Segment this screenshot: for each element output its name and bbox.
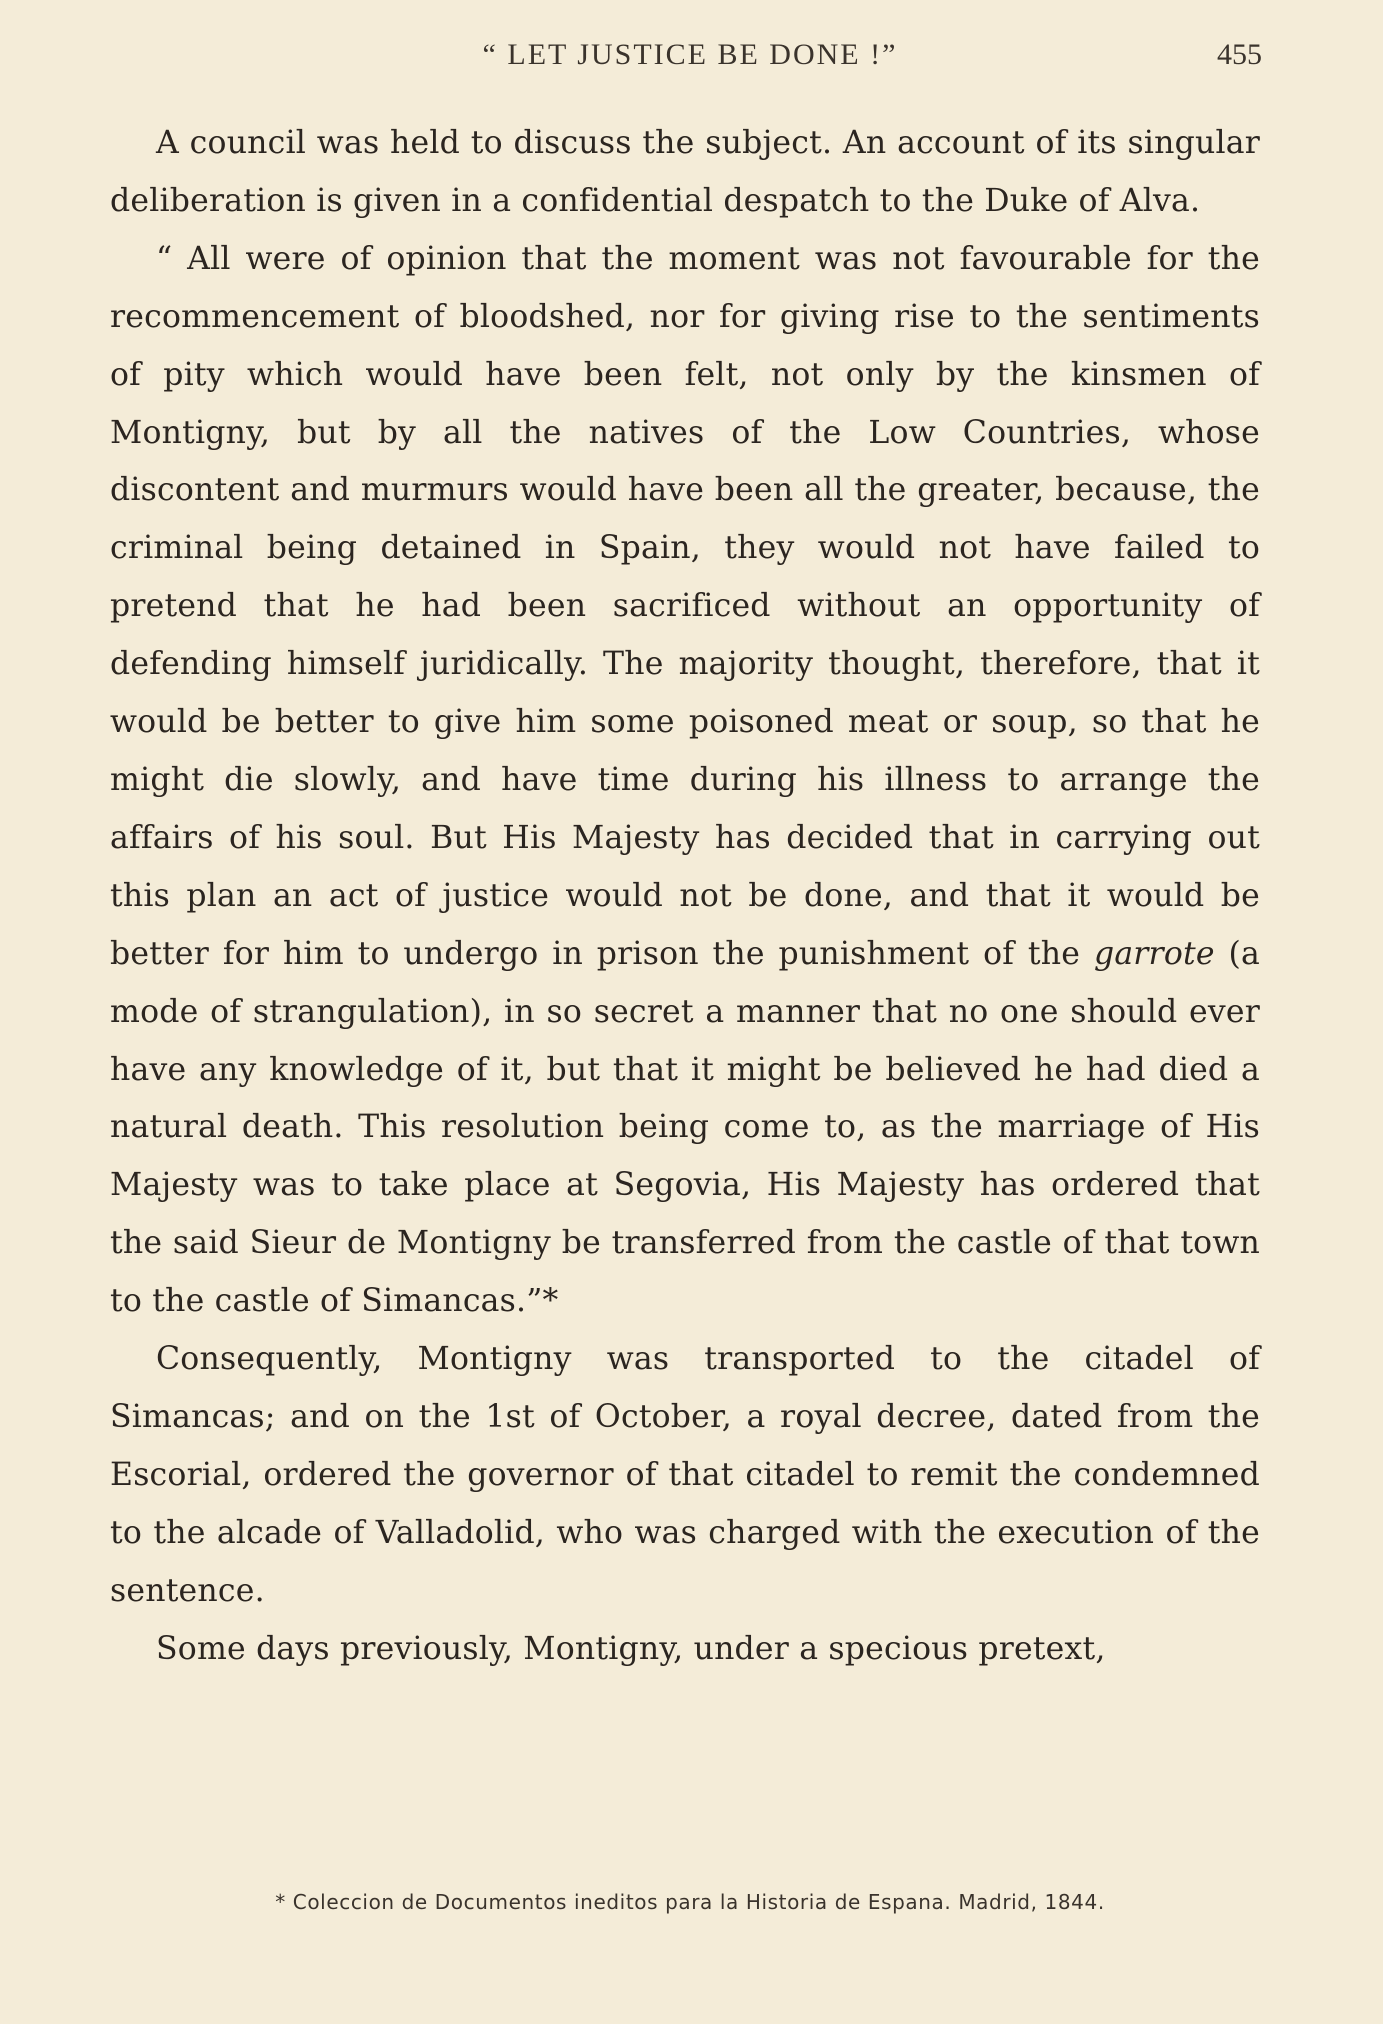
paragraph-some-days: Some days previously, Montigny, under a specious pretext, — [156, 1630, 1106, 1667]
paragraph-council: A council was held to discuss the subject. An account of its singular deliberation is given in a confidential despatch to the Duke of Alva. — [110, 125, 1260, 219]
page-number: 455 — [1217, 38, 1262, 71]
page-header — [110, 38, 1270, 82]
paragraph-consequently: Consequently, Montigny was transported to the citadel of Simancas; and on the 1st of October, a royal decree, dated from the Escorial, ordered the governor of that citadel to remit the condemned to the alcade of Valladolid, who was charged with the execution of the sentence. — [110, 1341, 1260, 1609]
footnote: * Coleccion de Documentos ineditos para la Historia de Espana. Madrid, 1844. — [275, 1890, 1105, 1914]
running-title: “ LET JUSTICE BE DONE !” — [482, 38, 898, 71]
italic-term-garrote: garrote — [1093, 935, 1215, 972]
quote-text-after: (a mode of strangulation), in so secret a manner that no one should ever have any knowledge of it, but that it might be believed he had died a natural death. This resolution being come to, as the marriage of His Majesty was to take place at Segovia, His Majesty has ordered that the said Sieur de Montigny be transferred from the castle of that town to the castle of Simancas.”* — [110, 935, 1260, 1320]
body-text — [110, 115, 1260, 1678]
quote-text-before: “ All were of opinion that the moment was not favourable for the recommencement of bloodshed, nor for giving rise to the sentiments of pity which would have been felt, not only by the kinsmen of Montigny, but by all the natives of the Low Countries, whose discontent and murmurs would have been all the greater, because, the criminal being detained in Spain, they would not have failed to pretend that he had been sacrificed without an opportunity of defending himself juridically. The majority thought, therefore, that it would be better to give him some poisoned meat or soup, so that he might die slowly, and have time during his illness to arrange the affairs of his soul. But His Majesty has decided that in carrying out this plan an act of justice would not be done, and that it would be better for him to undergo in prison the punishment of the — [110, 240, 1260, 972]
paragraph-despatch-quote — [110, 231, 1260, 1331]
